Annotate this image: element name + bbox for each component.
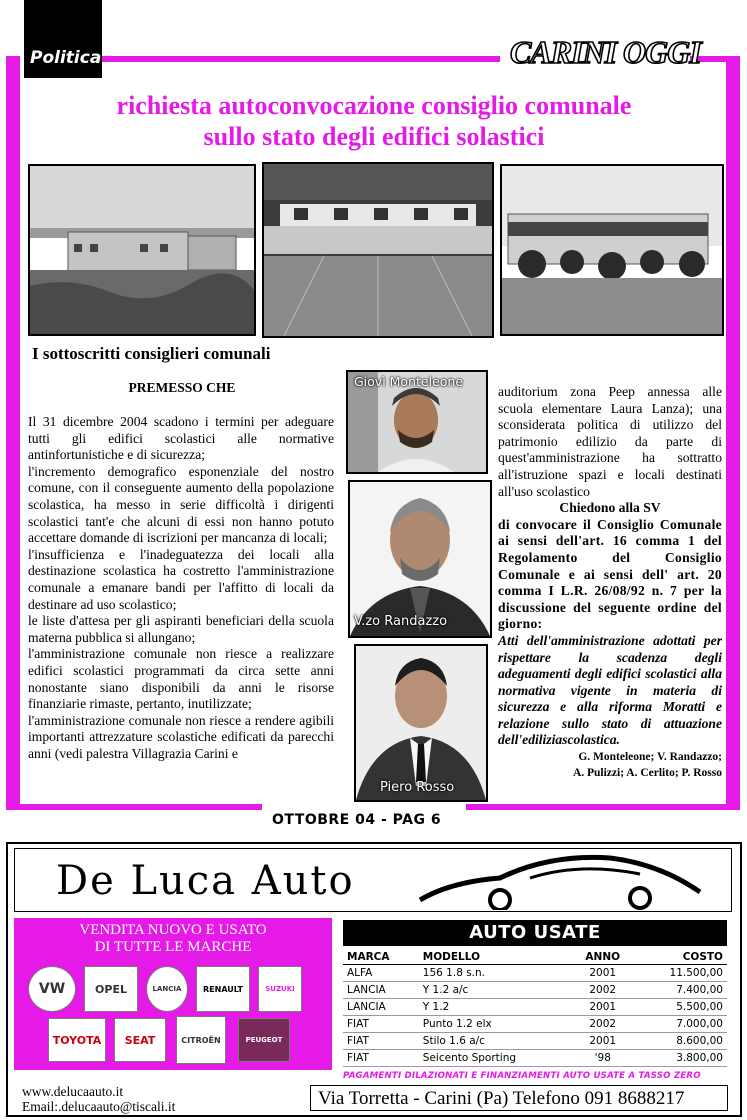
address-text: Via Torretta - Carini (Pa) Telefono 091 8688217 xyxy=(318,1088,685,1109)
frame-right xyxy=(726,56,740,810)
title-line-2: sullo stato degli edifici solastici xyxy=(203,122,545,151)
car-silhouette-icon xyxy=(410,848,710,910)
cell-modello: 156 1.8 s.n. xyxy=(419,965,571,982)
paragraph: le liste d'attesa per gli aspiranti beneficiari della scuola materna pubblica si allungano; xyxy=(28,613,334,645)
table-header-row xyxy=(343,950,727,965)
cell-costo: 7.000,00 xyxy=(635,1016,727,1033)
paragraph: l'incremento demografico esponenziale del nostro comune, con il conseguente aumento della popolazione scolastica, ha messo in serie difficoltà i dirigenti scolastici tant'e che alcuni di essi non hanno potuto accettare domande di iscrizioni per mancanza di locali; xyxy=(28,463,334,546)
renault-logo: RENAULT xyxy=(196,966,250,1012)
peugeot-logo: PEUGEOT xyxy=(238,1018,290,1062)
article-column-3 xyxy=(498,384,722,781)
agenda-text: Atti dell'amministrazione adottati per rispettare la scadenza degli adeguamenti degli edifici scolastici alla normativa vigente in materia di sicurezza e alla riforma Moratti e relazione sullo stato di attuazione dell'ediliziascolastica. xyxy=(498,632,722,748)
cell-marca: FIAT xyxy=(343,1050,419,1067)
suzuki-logo: SUZUKI xyxy=(258,966,302,1012)
lancia-logo: LANCIA xyxy=(146,966,188,1012)
signatures-2: A. Pulizzi; A. Cerlito; P. Rosso xyxy=(572,767,722,780)
paragraph: auditorium zona Peep annessa alle scuola elementare Laura Lanza); una sconsiderata politica di utilizzo del patrimonio edilizio da parte di quest'amministrazione ha sottratto all'istruzione spazi e locali destinati all'uso scolastico xyxy=(498,384,722,499)
frame-bottom-left xyxy=(6,804,262,810)
panel-line-2: DI TUTTE LE MARCHE xyxy=(94,939,252,955)
masthead: CARINI OGGI xyxy=(510,34,701,70)
cell-costo: 5.500,00 xyxy=(635,999,727,1016)
article-title xyxy=(40,90,708,152)
email-link[interactable]: Email:.delucaauto@tiscali.it xyxy=(22,1099,176,1114)
cell-modello: Y 1.2 xyxy=(419,999,571,1016)
cell-modello: Stilo 1.6 a/c xyxy=(419,1033,571,1050)
cell-anno: '98 xyxy=(571,1050,635,1067)
cell-anno: 2002 xyxy=(571,982,635,999)
portrait-caption-1: Giovì Monteleone xyxy=(354,374,464,389)
premesso-heading: PREMESSO CHE xyxy=(128,380,236,395)
panel-heading xyxy=(14,922,332,956)
opel-logo: OPEL xyxy=(84,966,138,1012)
payment-note: PAGAMENTI DILAZIONATI E FINANZIAMENTI AUTO USATE A TASSO ZERO xyxy=(343,1071,701,1081)
cell-costo: 7.400,00 xyxy=(635,982,727,999)
signatures-1: G. Monteleone; V. Randazzo; xyxy=(578,751,722,764)
cell-modello: Seicento Sporting xyxy=(419,1050,571,1067)
issue-footer: OTTOBRE 04 - PAG 6 xyxy=(272,812,442,828)
cell-anno: 2001 xyxy=(571,965,635,982)
portrait-rosso xyxy=(354,644,488,802)
used-cars-table xyxy=(343,950,727,1067)
website-link[interactable]: www.delucaauto.it xyxy=(22,1084,124,1099)
cell-marca: FIAT xyxy=(343,1033,419,1050)
table-row xyxy=(343,1033,727,1050)
col-modello: MODELLO xyxy=(419,950,571,965)
photo-school-exterior xyxy=(500,164,724,336)
used-cars-heading: AUTO USATE xyxy=(343,920,727,946)
portrait-caption-2: V.zo Randazzo xyxy=(354,614,448,629)
article-column-1 xyxy=(28,414,334,762)
table-row xyxy=(343,965,727,982)
photo-gymnasium xyxy=(262,162,494,338)
portrait-caption-3: Piero Rosso xyxy=(380,780,455,795)
cell-marca: ALFA xyxy=(343,965,419,982)
cell-anno: 2001 xyxy=(571,1033,635,1050)
seat-logo: SEAT xyxy=(114,1018,166,1062)
contact-block xyxy=(22,1084,175,1114)
paragraph: l'amministrazione comunale non riesce a rendere agibili importanti attrezzature scolastiche edificati da parecchi anni (vedi palestra Villagrazia Carini e xyxy=(28,712,334,761)
table-row xyxy=(343,1050,727,1067)
col-costo: COSTO xyxy=(635,950,727,965)
cell-costo: 8.600,00 xyxy=(635,1033,727,1050)
vw-logo: VW xyxy=(28,966,76,1012)
table-row xyxy=(343,1016,727,1033)
ad-brand: De Luca Auto xyxy=(56,858,355,904)
cell-marca: FIAT xyxy=(343,1016,419,1033)
request-text: di convocare il Consiglio Comunale ai sensi dell'art. 16 comma 1 del Regolamento del Consiglio Comunale e ai sensi dell' art. 20 comma I L.R. 26/08/92 n. 7 per la discussione del seguente ordine del giorno: xyxy=(498,516,722,632)
cell-costo: 3.800,00 xyxy=(635,1050,727,1067)
paragraph: l'amministrazione comunale non riesce a realizzare edifici scolastici programmati da circa sette anni nonostante siano disponibili da anni le risorse finanziarie rimaste, pertanto, inutilizzate; xyxy=(28,646,334,712)
cell-costo: 11.500,00 xyxy=(635,965,727,982)
cell-modello: Punto 1.2 elx xyxy=(419,1016,571,1033)
cell-marca: LANCIA xyxy=(343,999,419,1016)
col-anno: ANNO xyxy=(571,950,635,965)
chiedono-heading: Chiedono alla SV xyxy=(559,500,661,516)
table-row xyxy=(343,982,727,999)
panel-line-1: VENDITA NUOVO E USATO xyxy=(79,922,267,938)
section-label: Politica xyxy=(30,48,102,68)
citroen-logo: CITROËN xyxy=(176,1016,226,1064)
cell-anno: 2002 xyxy=(571,1016,635,1033)
paragraph: l'insufficienza e l'inadeguatezza dei locali alla destinazione scolastica ha costretto l'amministrazione comunale a emanare bandi per l'affitto di locali da destinare ad uso scolastico; xyxy=(28,546,334,612)
frame-bottom-right xyxy=(466,804,740,810)
photo-school-building xyxy=(28,164,256,336)
table-row xyxy=(343,999,727,1016)
subheading: I sottoscritti consiglieri comunali xyxy=(32,344,271,363)
toyota-logo: TOYOTA xyxy=(48,1018,106,1062)
cell-anno: 2001 xyxy=(571,999,635,1016)
col-marca: MARCA xyxy=(343,950,419,965)
cell-marca: LANCIA xyxy=(343,982,419,999)
frame-left xyxy=(6,56,20,810)
paragraph: Il 31 dicembre 2004 scadono i termini per adeguare tutti gli edifici scolastici alle normative antinfortunistiche e di sicurezza; xyxy=(28,414,334,463)
cell-modello: Y 1.2 a/c xyxy=(419,982,571,999)
title-line-1: richiesta autoconvocazione consiglio comunale xyxy=(116,91,632,120)
header-rule xyxy=(102,56,502,62)
